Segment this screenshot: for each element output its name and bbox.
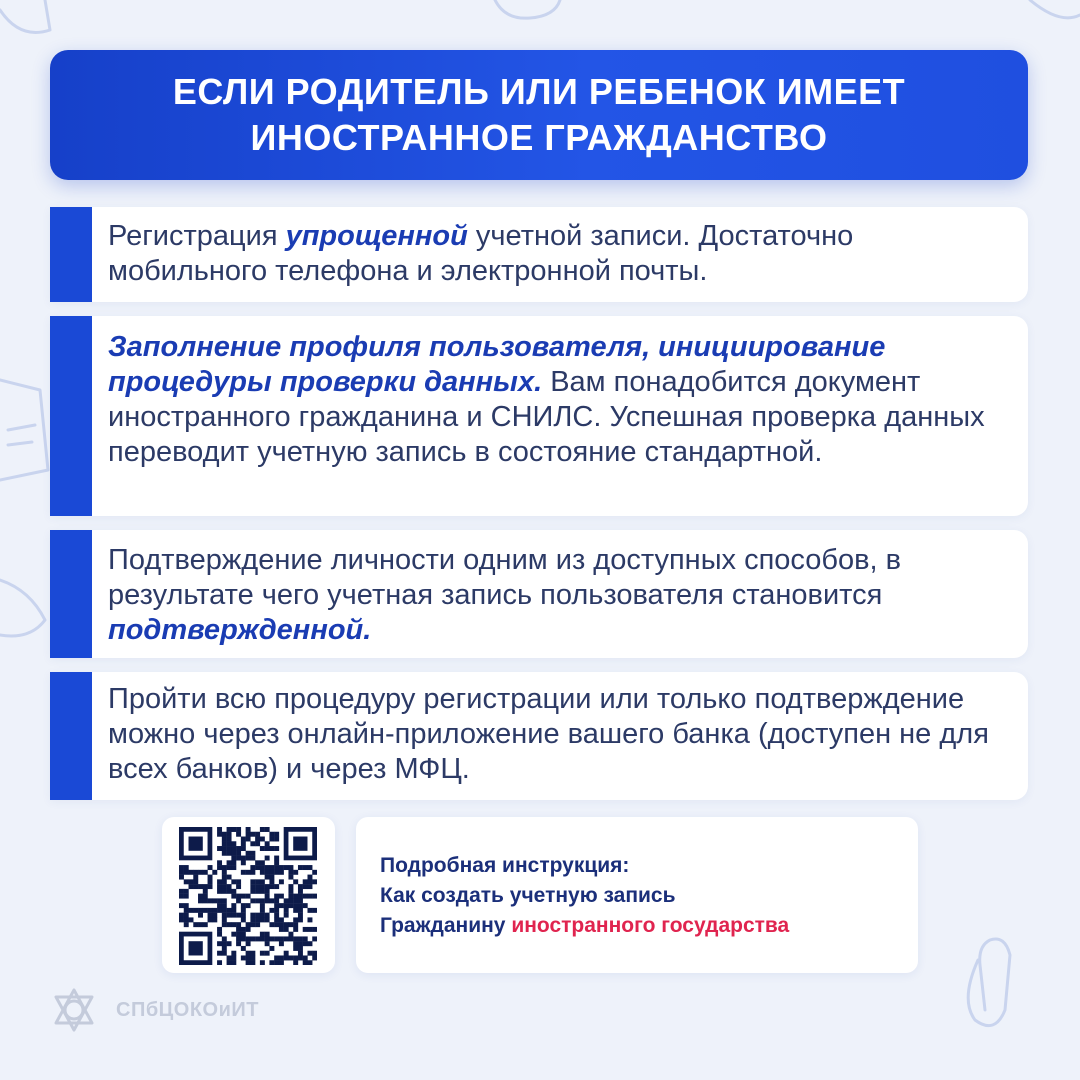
step-card-4 (50, 672, 1028, 800)
logo-emblem-icon (44, 985, 104, 1035)
step-accent-bar (50, 672, 92, 800)
instruction-text (380, 851, 789, 941)
step-text (108, 543, 1004, 648)
logo-text: СПбЦОКОиИТ (116, 999, 259, 1021)
step-text-emphasis: Заполнение профиля пользователя, инициирование процедуры проверки данных. (108, 331, 886, 398)
instruction-line-2: Как создать учетную запись (380, 884, 676, 907)
instruction-line-3-accent: иностранного государства (511, 914, 790, 937)
step-accent-bar (50, 207, 92, 302)
step-text-prefix: Регистрация (108, 220, 286, 252)
instruction-line-1: Подробная инструкция: (380, 854, 630, 877)
page-title: ЕСЛИ РОДИТЕЛЬ ИЛИ РЕБЕНОК ИМЕЕТ ИНОСТРАННОЕ ГРАЖДАНСТВО (172, 71, 906, 158)
step-text-suffix: учетной записи. Достаточно мобильного телефона и электронной почты. (108, 220, 854, 287)
step-accent-bar (50, 316, 92, 516)
instruction-line-3 (380, 911, 789, 941)
step-card-2 (50, 316, 1028, 516)
instruction-line-3-prefix: Гражданину (380, 914, 512, 937)
instruction-card (356, 817, 918, 973)
step-text-emphasis: упрощенной (285, 220, 468, 252)
step-text (108, 219, 1004, 289)
step-card-1 (50, 207, 1028, 302)
step-text-emphasis: подтвержденной. (108, 614, 372, 646)
header-banner (50, 50, 1028, 180)
step-text (108, 330, 1004, 470)
step-text-suffix: Вам понадобится документ иностранного гражданина и СНИЛС. Успешная проверка данных переводит учетную запись в состояние стандартной. (108, 366, 985, 468)
step-text: Пройти всю процедуру регистрации или только подтверждение можно через онлайн-приложение вашего банка (доступен не для всех банков) и через МФЦ. (108, 683, 989, 785)
step-text-prefix: Подтверждение личности одним из доступных способов, в результате чего учетная запись пользователя становится (108, 544, 902, 611)
qr-code-icon[interactable] (179, 827, 317, 965)
qr-code-card[interactable] (162, 817, 335, 973)
step-card-3 (50, 530, 1028, 658)
organization-logo (44, 985, 284, 1035)
step-accent-bar (50, 530, 92, 658)
